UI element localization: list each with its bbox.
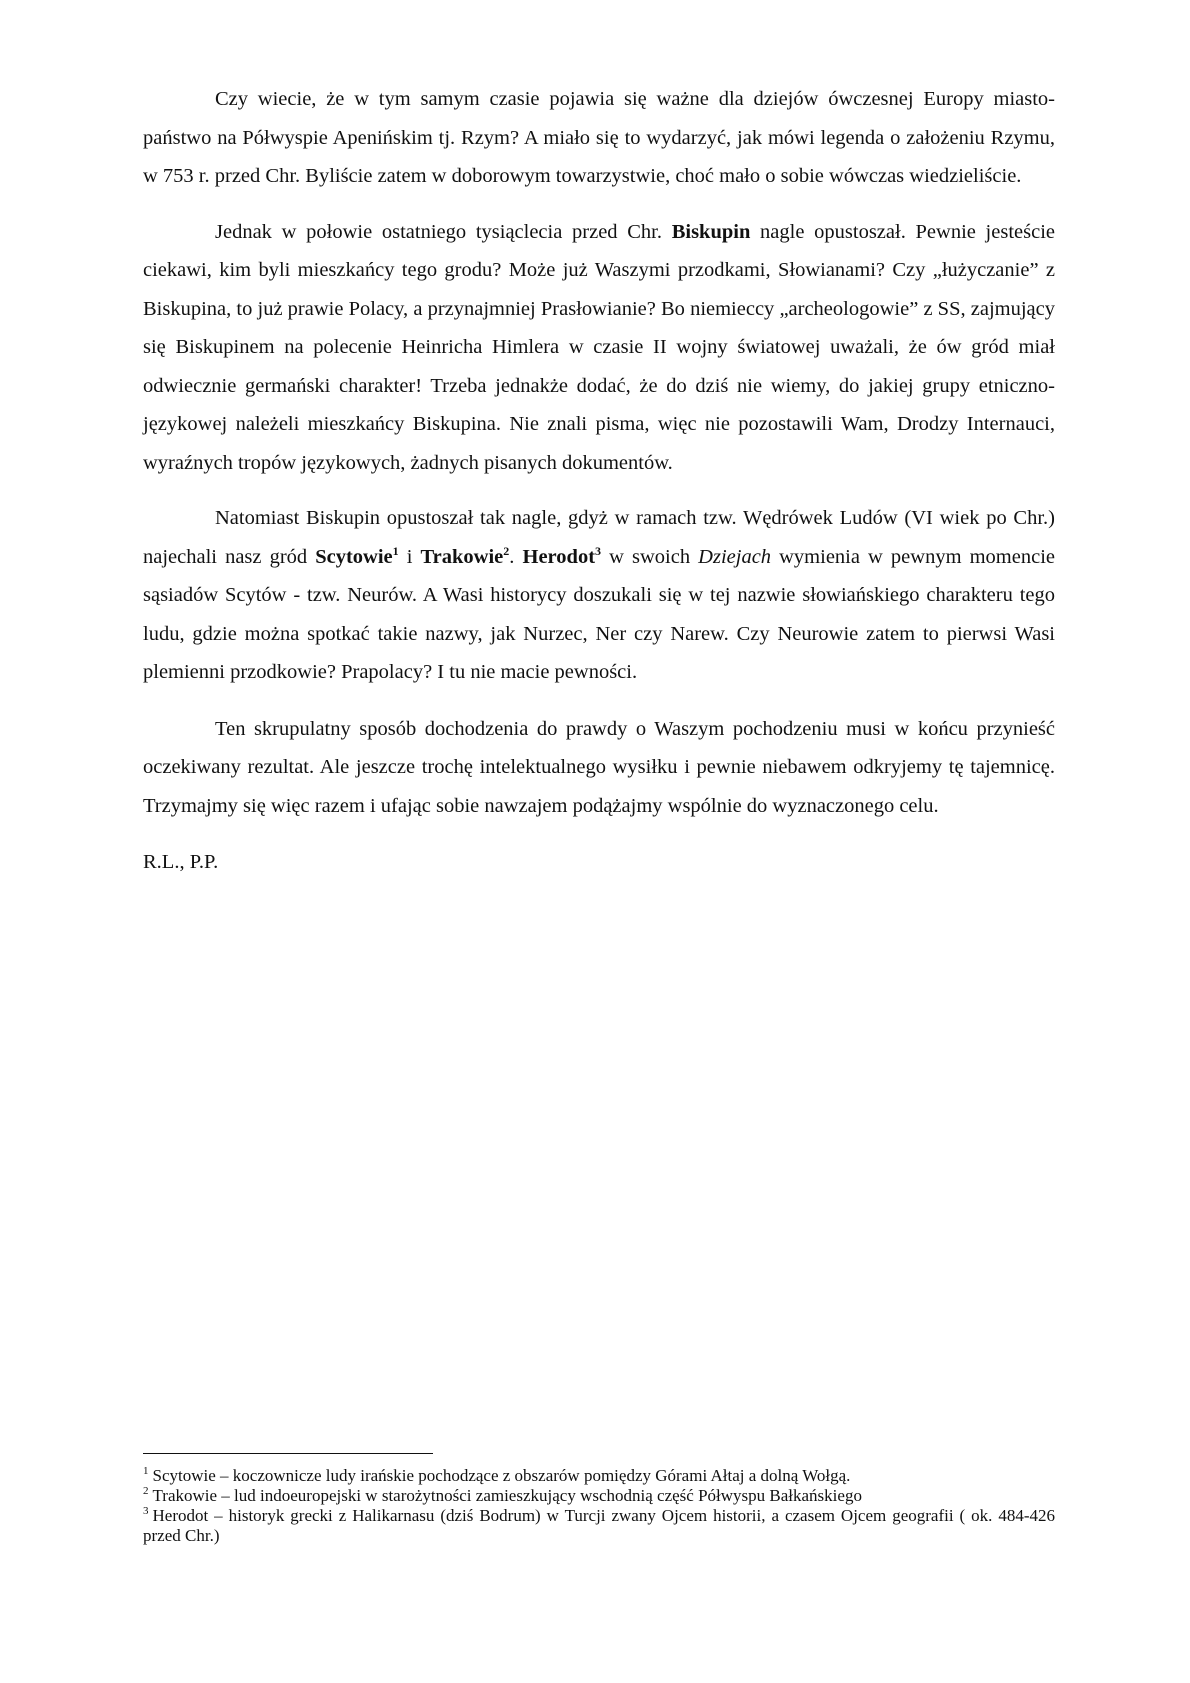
paragraph-text: w swoich: [601, 545, 699, 568]
paragraph-biskupin: [143, 213, 1055, 483]
paragraph-text: Natomiast Biskupin opustoszał tak nagle, gdyż w ramach tzw. Wędrówek Ludów (VI wiek po Chr.) najechali nasz gród: [143, 507, 1055, 568]
footnote-separator: [143, 1453, 433, 1454]
signature: R.L., P.P.: [143, 851, 219, 873]
footnote-number: 1: [143, 1465, 149, 1477]
footnote-number: 3: [143, 1505, 149, 1517]
paragraph-text: wymienia w pewnym momencie sąsiadów Scytów - tzw. Neurów. A Wasi historycy doszukali się w tej nazwie słowiańskiego charakteru tego ludu, gdzie można spotkać takie nazwy, jak Nurzec, Ner czy Narew. Czy Neurowie zatem to pierwsi Wasi plemienni przodkowie? Prapolacy? I tu nie macie pewności.: [143, 545, 1055, 683]
footnote-text: Scytowie – koczownicze ludy irańskie pochodzące z obszarów pomiędzy Górami Ałtaj a dolną Wołgą.: [152, 1466, 851, 1485]
bold-term-biskupin: Biskupin: [671, 220, 751, 243]
paragraph-text: Jednak w połowie ostatniego tysiąclecia przed Chr.: [215, 220, 672, 243]
paragraph-text: nagle opustoszał. Pewnie jesteście ciekawi, kim byli mieszkańcy tego grodu? Może już Waszymi przodkami, Słowianami? Czy „łużyczanie” z Biskupina, to już prawie Polacy, a przynajmniej Prasłowianie? Bo niemieccy „archeologowie” z SS, zajmujący się Biskupinem na polecenie Heinricha Himlera w czasie II wojny światowej uważali, że ów gród miał odwiecznie germański charakter! Trzeba jednakże dodać, że do dziś nie wiemy, do jakiej grupy etniczno-językowej należeli mieszkańcy Biskupina. Nie znali pisma, więc nie pozostawili Wam, Drodzy Internauci, wyraźnych tropów językowych, żadnych pisanych dokumentów.: [143, 220, 1055, 474]
paragraph-scythians: [143, 499, 1055, 692]
paragraph-text: i: [398, 545, 421, 568]
italic-title-dziejach: Dziejach: [698, 545, 772, 568]
footnote-number: 2: [143, 1485, 149, 1497]
bold-term-trakowie: Trakowie: [420, 545, 504, 568]
footnote-2: [143, 1486, 1055, 1506]
footnote-text: Trakowie – lud indoeuropejski w starożytności zamieszkujący wschodnią część Półwyspu Bałkańskiego: [152, 1486, 862, 1505]
paragraph-conclusion: Ten skrupulatny sposób dochodzenia do prawdy o Waszym pochodzeniu musi w końcu przynieść oczekiwany rezultat. Ale jeszcze trochę intelektualnego wysiłku i pewnie niebawem odkryjemy tę tajemnicę. Trzymajmy się więc razem i ufając sobie nawzajem podążajmy wspólnie do wyznaczonego celu.: [143, 717, 1055, 817]
footnote-ref-3[interactable]: 3: [595, 543, 602, 558]
bold-term-herodot: Herodot: [522, 545, 596, 568]
document-body: [143, 80, 1055, 882]
footnote-ref-1[interactable]: 1: [392, 543, 399, 558]
footnote-3: [143, 1506, 1055, 1546]
footnotes-section: [143, 1453, 1055, 1546]
footnote-text: Herodot – historyk grecki z Halikarnasu (dziś Bodrum) w Turcji zwany Ojcem historii, a czasem Ojcem geografii ( ok. 484-426 przed Chr.): [143, 1506, 1055, 1545]
paragraph-rome: Czy wiecie, że w tym samym czasie pojawia się ważne dla dziejów ówczesnej Europy miasto-państwo na Półwyspie Apenińskim tj. Rzym? A miało się to wydarzyć, jak mówi legenda o założeniu Rzymu, w 753 r. przed Chr. Byliście zatem w doborowym towarzystwie, choć mało o sobie wówczas wiedzieliście.: [143, 88, 1055, 187]
footnote-ref-2[interactable]: 2: [503, 543, 510, 558]
footnote-1: [143, 1466, 1055, 1486]
paragraph-text: .: [509, 545, 523, 568]
bold-term-scytowie: Scytowie: [315, 545, 393, 568]
